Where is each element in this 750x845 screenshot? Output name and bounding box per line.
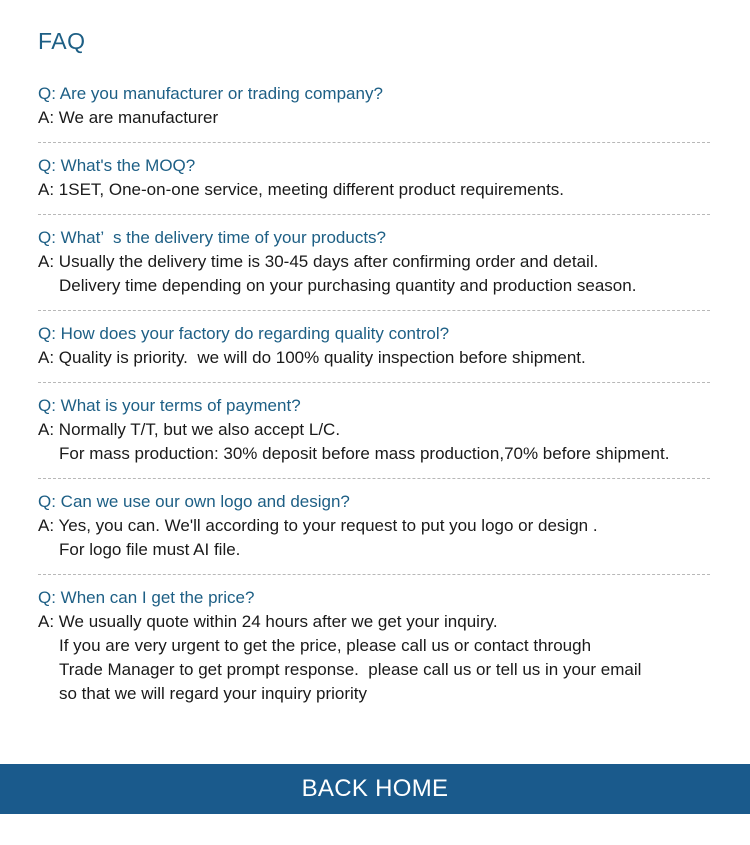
faq-answer [38, 250, 710, 298]
faq-answer [38, 418, 710, 466]
answer-line: Quality is priority. we will do 100% quality inspection before shipment. [58, 348, 586, 367]
faq-question: Q: How does your factory do regarding quality control? [38, 324, 450, 343]
divider [38, 142, 710, 143]
faq-question: Q: What's the MOQ? [38, 156, 196, 175]
divider [38, 574, 710, 575]
answer-line: 1SET, One-on-one service, meeting different product requirements. [58, 180, 565, 199]
faq-answer [38, 178, 710, 202]
back-home-label: BACK HOME [301, 775, 449, 802]
answer-prefix: A: [38, 108, 55, 127]
faq-question: Q: Can we use our own logo and design? [38, 492, 350, 511]
faq-list [38, 82, 710, 706]
answer-prefix: A: [38, 516, 55, 535]
faq-item [38, 490, 710, 562]
answer-line: For logo file must AI file. [59, 540, 241, 559]
answer-line: so that we will regard your inquiry priority [59, 684, 368, 703]
answer-prefix: A: [38, 612, 55, 631]
answer-line: Delivery time depending on your purchasing quantity and production season. [59, 276, 637, 295]
faq-question: Q: What’ s the delivery time of your products? [38, 228, 387, 247]
faq-answer [38, 106, 710, 130]
answer-prefix: A: [38, 180, 55, 199]
page-title: FAQ [38, 28, 86, 54]
back-home-button[interactable] [0, 764, 750, 814]
answer-prefix: A: [38, 348, 55, 367]
faq-item [38, 394, 710, 466]
divider [38, 214, 710, 215]
answer-prefix: A: [38, 252, 55, 271]
answer-line: Normally T/T, but we also accept L/C. [58, 420, 341, 439]
faq-item [38, 226, 710, 298]
answer-line: We usually quote within 24 hours after we get your inquiry. [58, 612, 498, 631]
faq-item [38, 82, 710, 130]
answer-line: Yes, you can. We'll according to your request to put you logo or design . [58, 516, 598, 535]
answer-line: We are manufacturer [58, 108, 219, 127]
faq-question: Q: What is your terms of payment? [38, 396, 301, 415]
faq-item [38, 586, 710, 706]
faq-question: Q: Are you manufacturer or trading company? [38, 84, 383, 103]
divider [38, 310, 710, 311]
faq-answer [38, 346, 710, 370]
divider [38, 478, 710, 479]
answer-line: For mass production: 30% deposit before mass production,70% before shipment. [59, 444, 670, 463]
faq-answer [38, 514, 710, 562]
answer-line: Trade Manager to get prompt response. please call us or tell us in your email [59, 660, 642, 679]
answer-line: Usually the delivery time is 30-45 days after confirming order and detail. [58, 252, 599, 271]
faq-item [38, 154, 710, 202]
faq-question: Q: When can I get the price? [38, 588, 255, 607]
faq-item [38, 322, 710, 370]
answer-line: If you are very urgent to get the price, please call us or contact through [59, 636, 592, 655]
faq-answer [38, 610, 710, 706]
answer-prefix: A: [38, 420, 55, 439]
divider [38, 382, 710, 383]
